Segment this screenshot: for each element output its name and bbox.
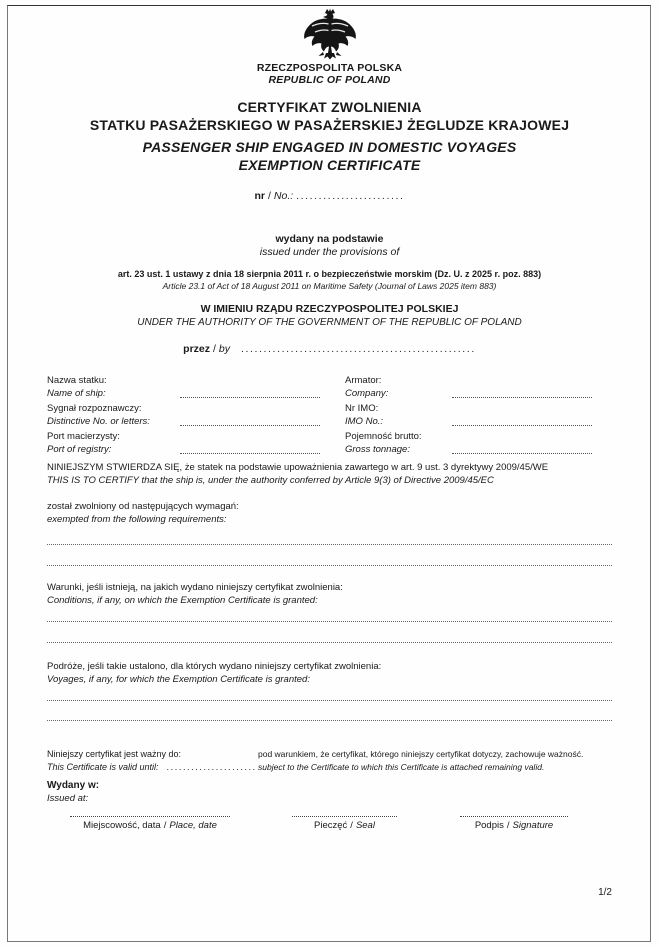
issuer-value-line: .................................................... xyxy=(240,343,476,355)
ship-fields-right-column xyxy=(345,375,612,459)
validity-label-en: This Certificate is valid until: xyxy=(47,761,159,772)
field-label-pl: Pojemność brutto: xyxy=(345,431,422,442)
field-imo-number xyxy=(345,403,612,428)
sig-label-en: Place, date xyxy=(169,820,217,831)
exemptions-blank-line xyxy=(47,543,612,545)
conditions-pl: Warunki, jeśli istnieją, na jakich wydano niniejszy certyfikat zwolnienia: xyxy=(47,582,343,593)
page-number: 1/2 xyxy=(598,887,612,898)
authority-line-en: UNDER THE AUTHORITY OF THE GOVERNMENT OF THE REPUBLIC OF POLAND xyxy=(137,317,522,328)
field-gross-tonnage xyxy=(345,431,612,456)
validity-note-pl: pod warunkiem, że certyfikat, którego niniejszy certyfikat dotyczy, zachowuje ważność. xyxy=(258,749,584,759)
field-label-pl: Nazwa statku: xyxy=(47,375,107,386)
signature-block-signature xyxy=(460,815,568,831)
field-value-line xyxy=(452,396,592,398)
sig-separator: / xyxy=(506,820,510,831)
signature-line xyxy=(292,815,397,817)
field-company xyxy=(345,375,612,400)
title-pl-line2: STATKU PASAŻERSKIEGO W PASAŻERSKIEJ ŻEGLUDZE KRAJOWEJ xyxy=(89,116,570,133)
field-label-pl: Nr IMO: xyxy=(345,403,379,414)
validity-field xyxy=(47,748,258,773)
country-name-pl: RZECZPOSPOLITA POLSKA xyxy=(256,62,403,74)
exemptions-en: exempted from the following requirements: xyxy=(47,514,227,525)
exemptions-blank-line xyxy=(47,564,612,566)
validity-label-pl: Niniejszy certyfikat jest ważny do: xyxy=(47,749,182,759)
field-distinctive-letters xyxy=(47,403,340,428)
issued-at-pl: Wydany w: xyxy=(47,780,100,791)
issuer-label-pl: przez xyxy=(183,343,210,355)
number-value-line: ........................ xyxy=(296,190,405,202)
sig-label-en: Seal xyxy=(355,820,375,831)
title-en-line2: EXEMPTION CERTIFICATE xyxy=(238,156,421,173)
field-label-pl: Sygnał rozpoznawczy: xyxy=(47,403,142,414)
number-label-en: No.: xyxy=(273,190,294,202)
field-value-line xyxy=(452,452,592,454)
title-en-line1: PASSENGER SHIP ENGAGED IN DOMESTIC VOYAGES xyxy=(142,139,517,155)
field-value-line xyxy=(180,396,320,398)
provisions-block xyxy=(47,233,612,329)
field-label-pl: Port macierzysty: xyxy=(47,431,120,442)
exemptions-label xyxy=(47,500,612,526)
field-label-pl: Armator: xyxy=(345,375,382,386)
signature-line xyxy=(460,815,568,817)
number-label-pl: nr xyxy=(254,190,265,202)
provisions-act-en: Article 23.1 of Act of 18 August 2011 on Maritime Safety (Journal of Laws 2025 item 883) xyxy=(162,281,497,291)
conditions-blank-line xyxy=(47,641,612,643)
signature-line xyxy=(70,815,230,817)
conditions-en: Conditions, if any, on which the Exemption Certificate is granted: xyxy=(47,595,318,606)
title-pl-line1: CERTYFIKAT ZWOLNIENIA xyxy=(237,99,422,115)
ship-fields-left-column xyxy=(47,375,340,459)
provisions-heading-en: issued under the provisions of xyxy=(259,246,400,258)
validity-note xyxy=(258,748,612,773)
conditions-blank-line xyxy=(47,620,612,622)
number-separator: / xyxy=(267,190,271,202)
certify-pl: NINIEJSZYM STWIERDZA SIĘ, że statek na podstawie upoważnienia zawartego w art. 9 ust. 3 dyrektywy 2009/45/WE xyxy=(47,462,549,473)
sig-label-en: Signature xyxy=(512,820,554,831)
field-label-en: Name of ship: xyxy=(47,387,106,399)
polish-eagle-icon xyxy=(298,7,362,61)
sig-separator: / xyxy=(163,820,167,831)
certify-statement xyxy=(47,461,612,487)
field-port-of-registry xyxy=(47,431,340,456)
sig-separator: / xyxy=(350,820,353,831)
field-value-line xyxy=(180,424,320,426)
ship-particulars xyxy=(47,375,612,459)
provisions-heading-pl: wydany na podstawie xyxy=(275,233,384,245)
issuer-label-en: by xyxy=(218,343,231,355)
validity-note-en: subject to the Certificate to which this Certificate is attached remaining valid. xyxy=(258,761,545,772)
conditions-label xyxy=(47,581,612,607)
sig-label-pl: Miejscowość, data xyxy=(83,820,161,831)
field-label-en: IMO No.: xyxy=(345,415,384,427)
validity-row xyxy=(47,748,612,773)
exemptions-pl: został zwolniony od następujących wymagań: xyxy=(47,501,239,512)
voyages-blank-line xyxy=(47,699,612,701)
field-label-en: Gross tonnage: xyxy=(345,443,410,455)
signature-block-seal xyxy=(292,815,397,831)
field-label-en: Port of registry: xyxy=(47,443,112,455)
emblem-block xyxy=(47,7,612,66)
certificate-number-line xyxy=(47,190,612,202)
voyages-en: Voyages, if any, for which the Exemption Certificate is granted: xyxy=(47,674,310,685)
voyages-pl: Podróże, jeśli takie ustalono, dla których wydano niniejszy certyfikat zwolnienia: xyxy=(47,661,382,672)
field-value-line xyxy=(180,452,320,454)
issuer-line xyxy=(47,343,612,355)
provisions-act-pl: art. 23 ust. 1 ustawy z dnia 18 sierpnia 2011 r. o bezpieczeństwie morskim (Dz. U. z 2025 r. poz. 883) xyxy=(117,269,542,279)
issuer-separator: / xyxy=(213,343,216,355)
field-value-line xyxy=(452,424,592,426)
sig-label-pl: Pieczęć xyxy=(314,820,348,831)
issued-at-block xyxy=(47,780,612,805)
signature-block-place-date xyxy=(70,815,230,831)
sig-label-pl: Podpis xyxy=(474,820,504,831)
field-label-en: Company: xyxy=(345,387,389,399)
country-name-en: REPUBLIC OF POLAND xyxy=(268,74,391,86)
certify-en: THIS IS TO CERTIFY that the ship is, under the authority conferred by Article 9(3) of Directive 2009/45/EC xyxy=(47,475,494,486)
field-name-of-ship xyxy=(47,375,340,400)
voyages-label xyxy=(47,660,612,686)
authority-line-pl: W IMIENIU RZĄDU RZECZYPOSPOLITEJ POLSKIEJ xyxy=(200,303,459,315)
validity-value-line: ...................... xyxy=(166,761,257,772)
issued-at-en: Issued at: xyxy=(47,792,89,804)
field-label-en: Distinctive No. or letters: xyxy=(47,415,150,427)
document-title xyxy=(47,99,612,174)
voyages-blank-line xyxy=(47,719,612,721)
